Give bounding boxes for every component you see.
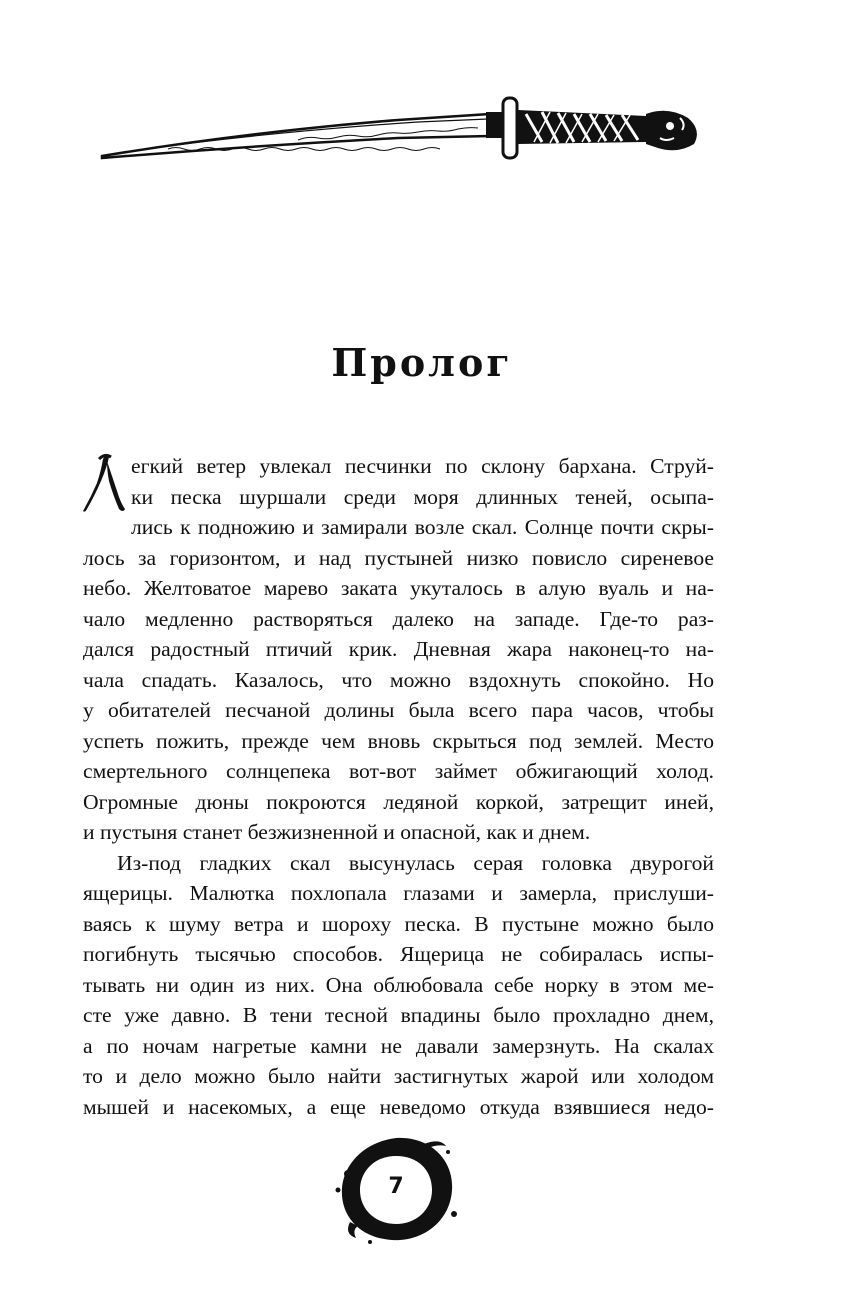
text-line: чала спадать. Казалось, что можно вздохнуть спокойно. Но xyxy=(83,667,714,692)
text-line: ки песка шуршали среди моря длинных теней, осыпа- xyxy=(131,484,714,509)
paragraph-1 xyxy=(83,451,714,848)
chapter-title: Пролог xyxy=(331,340,513,385)
text-line: смертельного солнцепека вот-вот займет обжигающий холод. xyxy=(83,759,714,783)
text-line: лось за горизонтом, и над пустыней низко повисло сиреневое xyxy=(83,545,714,570)
text-line: а по ночам нагретые камни не давали замерзнуть. На скалах xyxy=(83,1033,714,1058)
text-line: и пустыня станет безжизненной и опасной, как и днем. xyxy=(83,820,591,844)
text-line: погибнуть тысячью способов. Ящерица не собиралась испы- xyxy=(83,942,714,966)
text-line: то и дело можно было найти застигнутых жарой или холодом xyxy=(83,1064,714,1088)
text-line: успеть пожить, прежде чем вновь скрыться под землей. Место xyxy=(83,728,714,753)
text-line: лись к подножию и замирали возле скал. Солнце почти скры- xyxy=(131,515,714,539)
text-line: Огромные дюны покроются ледяной коркой, затрещит иней, xyxy=(83,789,714,814)
text-line: чало медленно растворяться далеко на западе. Где-то раз- xyxy=(83,606,714,631)
paragraph-2 xyxy=(83,848,714,1123)
text-line: егкий ветер увлекал песчинки по склону бархана. Струй- xyxy=(131,454,714,478)
text-line: у обитателей песчаной долины была всего пара часов, чтобы xyxy=(83,698,714,722)
text-line: ваясь к шуму ветра и шороху песка. В пустыне можно было xyxy=(83,911,714,936)
page-number-badge xyxy=(330,1130,462,1248)
text-line: сте уже давно. В тени тесной впадины было прохладно днем, xyxy=(83,1003,714,1027)
page-number: 7 xyxy=(388,1174,404,1199)
body-text xyxy=(83,451,714,1122)
drop-cap xyxy=(81,453,125,515)
katana-illustration xyxy=(98,92,704,174)
text-line: Из-под гладких скал высунулась серая головка двурогой xyxy=(117,850,714,875)
text-line: небо. Желтоватое марево заката укуталось в алую вуаль и на- xyxy=(83,576,714,600)
text-line: ящерицы. Малютка похлопала глазами и замерла, прислуши- xyxy=(83,881,714,905)
text-line: мышей и насекомых, а еще неведомо откуда взявшиеся недо- xyxy=(83,1094,714,1119)
text-line: тывать ни один из них. Она облюбовала себе норку в этом ме- xyxy=(83,972,714,997)
text-line: дался радостный птичий крик. Дневная жара наконец-то на- xyxy=(83,637,714,661)
